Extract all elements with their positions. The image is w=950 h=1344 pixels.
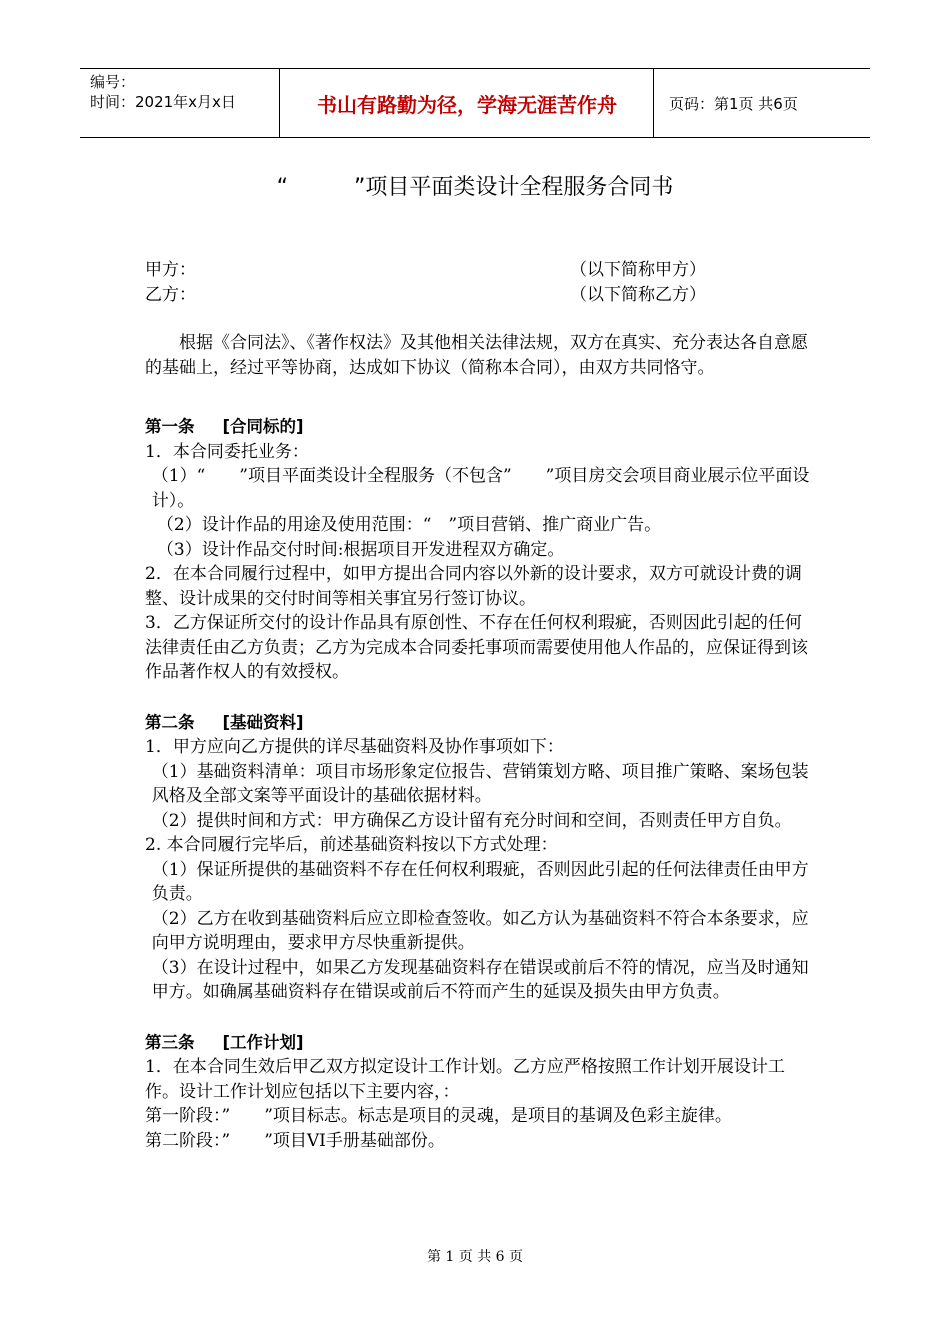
paragraph: 1．本合同委托业务： bbox=[145, 441, 309, 462]
date-label: 时间：2021年x月x日 bbox=[90, 93, 236, 111]
paragraph: 2. 本合同履行完毕后，前述基础资料按以下方式处理： bbox=[145, 835, 558, 855]
intro-paragraph: 根据《合同法》、《著作权法》及其他相关法律法规，双方在真实、充分表达各自意愿的基础上，经过平等协商，达成如下协议（简称本合同），由双方共同恪守。 bbox=[145, 333, 808, 378]
party-b-label: 乙方： bbox=[145, 284, 196, 305]
paragraph: （3）设计作品交付时间:根据项目开发进程双方确定。 bbox=[156, 539, 565, 560]
paragraph: （2）提供时间和方式：甲方确保乙方设计留有充分时间和空间，否则责任甲方自负。 bbox=[151, 810, 792, 831]
section-2-heading bbox=[145, 711, 810, 736]
document-body bbox=[145, 258, 810, 1153]
party-b-line bbox=[145, 283, 810, 308]
paragraph: 2．在本合同履行过程中，如甲方提出合同内容以外新的设计要求，双方可就设计费的调整、设计成果的交付时间等相关事宜另行签订协议。 bbox=[145, 564, 802, 609]
header-meta bbox=[80, 69, 280, 137]
section-3-heading bbox=[145, 1031, 810, 1056]
serial-label: 编号： bbox=[90, 73, 136, 91]
paragraph: （1）“ ”项目平面类设计全程服务（不包含” ”项目房交会项目商业展示位平面设计）。 bbox=[151, 466, 810, 511]
paragraph: （2）乙方在收到基础资料后应立即检查签收。如乙方认为基础资料不符合本条要求，应向甲方说明理由，要求甲方尽快重新提供。 bbox=[151, 908, 809, 953]
party-a-line bbox=[145, 258, 810, 283]
party-b-note: （以下简称乙方） bbox=[570, 284, 706, 305]
page-footer: 第 1 页 共 6 页 bbox=[426, 1249, 524, 1265]
paragraph: （1）基础资料清单：项目市场形象定位报告、营销策划方略、项目推广策略、案场包装风格及全部文案等平面设计的基础依据材料。 bbox=[151, 761, 809, 806]
section-2-number: 第二条 bbox=[145, 712, 195, 732]
section-1-number: 第一条 bbox=[145, 417, 195, 436]
section-2-tag: [基础资料] bbox=[222, 712, 304, 732]
document-title: “ ”项目平面类设计全程服务合同书 bbox=[276, 175, 674, 200]
party-a-label: 甲方： bbox=[145, 260, 196, 280]
page-header bbox=[80, 68, 870, 138]
section-1-heading bbox=[145, 415, 810, 440]
header-motto: 书山有路勤为径，学海无涯苦作舟 bbox=[281, 69, 654, 137]
paragraph: 1．在本合同生效后甲乙双方拟定设计工作计划。乙方应严格按照工作计划开展设计工作。设计工作计划应包括以下主要内容，： bbox=[145, 1057, 785, 1102]
paragraph: 第一阶段：” ”项目标志。标志是项目的灵魂，是项目的基调及色彩主旋律。 bbox=[145, 1106, 732, 1126]
section-3-number: 第三条 bbox=[145, 1032, 195, 1052]
header-page-info: 页码：第1页 共6页 bbox=[669, 94, 798, 113]
paragraph: 第二阶段：” ”项目VI手册基础部份。 bbox=[145, 1130, 445, 1151]
section-3-tag: [工作计划] bbox=[222, 1032, 304, 1052]
section-1-tag: [合同标的] bbox=[222, 417, 304, 436]
paragraph: 3．乙方保证所交付的设计作品具有原创性、不存在任何权利瑕疵，否则因此引起的任何法律责任由乙方负责；乙方为完成本合同委托事项而需要使用他人作品的，应保证得到该作品著作权人的有效授权。 bbox=[145, 613, 808, 682]
paragraph: （3）在设计过程中，如果乙方发现基础资料存在错误或前后不符的情况，应当及时通知甲方。如确属基础资料存在错误或前后不符而产生的延误及损失由甲方负责。 bbox=[151, 957, 809, 1002]
paragraph: （2）设计作品的用途及使用范围：“ ”项目营销、推广商业广告。 bbox=[156, 515, 662, 535]
paragraph: 1．甲方应向乙方提供的详尽基础资料及协作事项如下： bbox=[145, 737, 564, 757]
paragraph: （1）保证所提供的基础资料不存在任何权利瑕疵，否则因此引起的任何法律责任由甲方负责。 bbox=[151, 859, 809, 904]
party-a-note: （以下简称甲方） bbox=[570, 260, 706, 280]
